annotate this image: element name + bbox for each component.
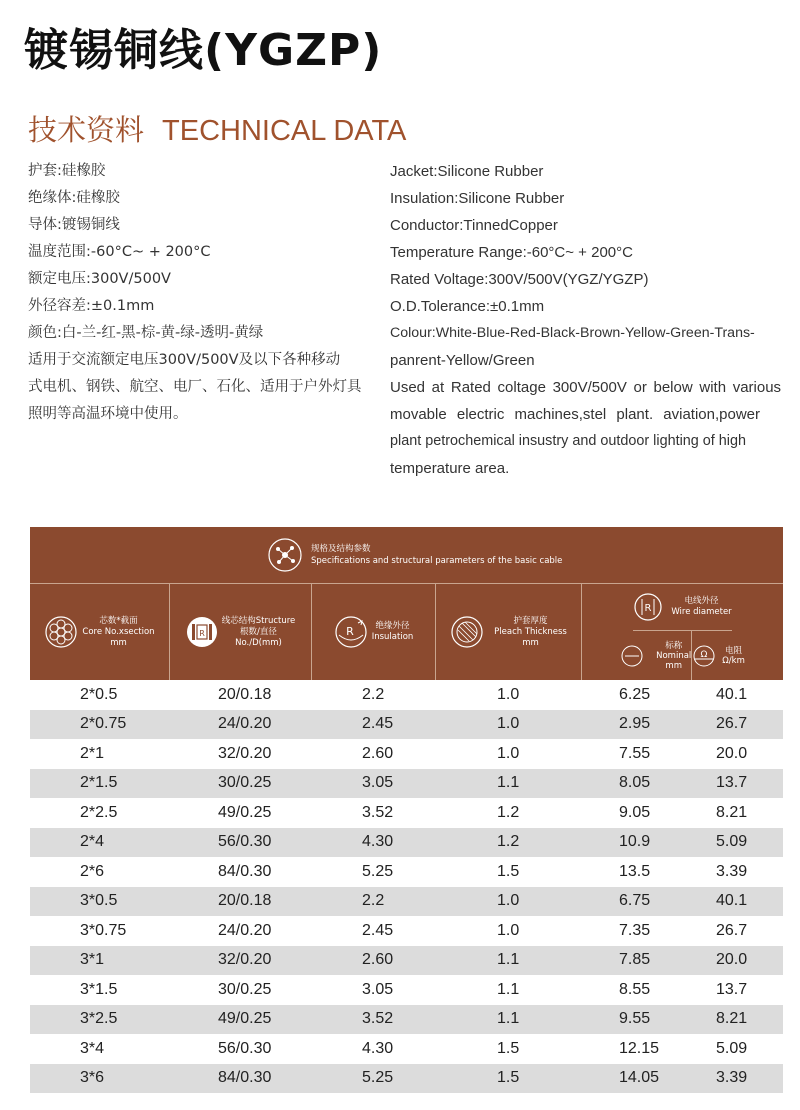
cell-nominal-diameter: 9.05 bbox=[619, 803, 651, 821]
spec-line: 颜色:白-兰-红-黑-棕-黄-绿-透明-黄绿 bbox=[28, 325, 264, 341]
cell-sheath: 1.5 bbox=[497, 1039, 520, 1057]
cell-sheath: 1.1 bbox=[497, 980, 520, 998]
table-header bbox=[30, 583, 783, 680]
banner-title-en: Specifications and structural parameters of the basic cable bbox=[311, 556, 563, 566]
cell-nominal-diameter: 2.95 bbox=[619, 715, 651, 733]
header-insulation-en: Insulation bbox=[371, 632, 414, 642]
cell-structure: 56/0.30 bbox=[218, 833, 272, 851]
cell-core-section: 3*2.5 bbox=[80, 1010, 118, 1028]
cell-core-section: 2*2.5 bbox=[80, 803, 118, 821]
header-structure-unit: No./D(mm) bbox=[235, 637, 282, 648]
section-title-en: TECHNICAL DATA bbox=[162, 115, 407, 147]
header-wire-diameter-top bbox=[633, 584, 731, 631]
header-wire-cn: 电线外径 bbox=[684, 596, 719, 606]
cell-structure: 20/0.18 bbox=[218, 892, 272, 910]
svg-text:Ω: Ω bbox=[700, 649, 708, 660]
cell-resistance: 5.09 bbox=[716, 1039, 748, 1057]
svg-text:R: R bbox=[644, 603, 652, 614]
header-resistance-unit: Ω/km bbox=[722, 655, 745, 666]
table-row bbox=[30, 975, 783, 1005]
spec-line: Rated Voltage:300V/500V(YGZ/YGZP) bbox=[390, 271, 649, 288]
cell-insulation: 2.45 bbox=[362, 921, 394, 939]
header-structure-cn: 线芯结构Structure bbox=[221, 615, 296, 626]
header-nominal-en: Nominal bbox=[656, 650, 692, 661]
spec-line: Colour:White-Blue-Red-Black-Brown-Yellow-Green-Trans- bbox=[390, 325, 755, 341]
cable-cross-section-icon bbox=[44, 615, 78, 649]
sheath-thickness-icon bbox=[450, 615, 484, 649]
cell-sheath: 1.5 bbox=[497, 862, 520, 880]
cell-core-section: 2*0.75 bbox=[80, 715, 127, 733]
cell-core-section: 3*1 bbox=[80, 951, 105, 969]
cell-insulation: 2.2 bbox=[362, 685, 385, 703]
table-row bbox=[30, 798, 783, 828]
cell-resistance: 8.21 bbox=[716, 803, 748, 821]
cell-insulation: 2.45 bbox=[362, 715, 394, 733]
header-sheath bbox=[436, 584, 582, 680]
cell-core-section: 2*0.5 bbox=[80, 685, 118, 703]
cell-sheath: 1.0 bbox=[497, 892, 520, 910]
wire-diameter-icon bbox=[633, 592, 663, 622]
spec-text-chinese bbox=[28, 158, 362, 428]
cell-insulation: 5.25 bbox=[362, 862, 394, 880]
cell-nominal-diameter: 13.5 bbox=[619, 862, 651, 880]
spec-line: 绝缘体:硅橡胶 bbox=[28, 190, 120, 206]
cell-resistance: 26.7 bbox=[716, 921, 748, 939]
cell-insulation: 2.60 bbox=[362, 951, 394, 969]
cell-nominal-diameter: 9.55 bbox=[619, 1010, 651, 1028]
cell-structure: 49/0.25 bbox=[218, 1010, 272, 1028]
cell-sheath: 1.1 bbox=[497, 774, 520, 792]
spec-line: movable electric machines,stel plant. aviation,power bbox=[390, 406, 761, 423]
spec-text-english bbox=[390, 158, 783, 482]
table-row bbox=[30, 1064, 783, 1094]
spec-line: 护套:硅橡胶 bbox=[28, 163, 106, 179]
spec-line: O.D.Tolerance:±0.1mm bbox=[390, 298, 545, 315]
header-nominal bbox=[620, 631, 692, 680]
header-core bbox=[30, 584, 170, 680]
spec-line: temperature area. bbox=[390, 460, 510, 477]
spec-line: 额定电压:300V/500V bbox=[28, 271, 171, 287]
cell-resistance: 3.39 bbox=[716, 862, 748, 880]
spec-line: plant petrochemical insustry and outdoor lighting of high bbox=[390, 433, 746, 449]
table-row bbox=[30, 916, 783, 946]
cell-nominal-diameter: 6.75 bbox=[619, 892, 651, 910]
cell-core-section: 3*1.5 bbox=[80, 980, 118, 998]
cell-insulation: 3.52 bbox=[362, 1010, 394, 1028]
spec-line: panrent-Yellow/Green bbox=[390, 352, 535, 369]
table-row bbox=[30, 710, 783, 740]
header-sheath-unit: mm bbox=[522, 637, 539, 648]
spec-line: 照明等高温环境中使用。 bbox=[28, 406, 188, 422]
cell-sheath: 1.0 bbox=[497, 921, 520, 939]
cell-sheath: 1.0 bbox=[497, 715, 520, 733]
header-nominal-cn: 标称 bbox=[665, 640, 683, 651]
spec-line: Conductor:TinnedCopper bbox=[390, 217, 558, 234]
table-banner bbox=[30, 527, 783, 583]
header-core-cn: 芯数*截面 bbox=[99, 615, 138, 626]
cell-insulation: 3.05 bbox=[362, 774, 394, 792]
header-core-unit: mm bbox=[110, 637, 127, 648]
table-row bbox=[30, 857, 783, 887]
cell-resistance: 13.7 bbox=[716, 980, 748, 998]
spec-line: Insulation:Silicone Rubber bbox=[390, 190, 565, 207]
table-row bbox=[30, 680, 783, 710]
cell-core-section: 2*6 bbox=[80, 862, 105, 880]
spec-line: 适用于交流额定电压300V/500V及以下各种移动 bbox=[28, 352, 341, 368]
section-title-cn: 技术资料 bbox=[28, 113, 145, 147]
resistance-icon bbox=[692, 644, 716, 668]
cell-core-section: 2*1 bbox=[80, 744, 105, 762]
cell-resistance: 40.1 bbox=[716, 892, 748, 910]
cell-sheath: 1.5 bbox=[497, 1069, 520, 1087]
cell-core-section: 3*4 bbox=[80, 1039, 105, 1057]
header-structure-cn2: 根数/直径 bbox=[240, 626, 277, 637]
cell-nominal-diameter: 7.55 bbox=[619, 744, 651, 762]
cell-sheath: 1.0 bbox=[497, 685, 520, 703]
spec-line: 导体:镀锡铜线 bbox=[28, 217, 120, 233]
cell-nominal-diameter: 8.05 bbox=[619, 774, 651, 792]
cell-insulation: 2.2 bbox=[362, 892, 385, 910]
cell-sheath: 1.2 bbox=[497, 833, 520, 851]
spec-line: 温度范围:-60°C~ + 200°C bbox=[28, 244, 211, 260]
header-core-en: Core No.xsection bbox=[82, 626, 155, 637]
cell-nominal-diameter: 7.85 bbox=[619, 951, 651, 969]
cell-nominal-diameter: 7.35 bbox=[619, 921, 651, 939]
spec-line: Temperature Range:-60°C~ + 200°C bbox=[390, 244, 633, 261]
spec-line: 外径容差:±0.1mm bbox=[28, 298, 155, 314]
cell-resistance: 3.39 bbox=[716, 1069, 748, 1087]
header-insulation-cn: 绝缘外径 bbox=[375, 621, 410, 631]
cell-sheath: 1.1 bbox=[497, 1010, 520, 1028]
cell-structure: 30/0.25 bbox=[218, 980, 272, 998]
cell-insulation: 4.30 bbox=[362, 1039, 394, 1057]
table-row bbox=[30, 769, 783, 799]
table-row bbox=[30, 739, 783, 769]
table-row bbox=[30, 828, 783, 858]
cell-insulation: 3.05 bbox=[362, 980, 394, 998]
header-resistance-cn: 电阻 bbox=[725, 645, 743, 656]
header-insulation bbox=[312, 584, 436, 680]
table-row bbox=[30, 946, 783, 976]
section-title bbox=[28, 108, 406, 149]
cell-nominal-diameter: 10.9 bbox=[619, 833, 651, 851]
page-title: 镀锡铜线(YGZP) bbox=[24, 25, 383, 76]
cell-resistance: 26.7 bbox=[716, 715, 748, 733]
cell-insulation: 5.25 bbox=[362, 1069, 394, 1087]
insulation-diameter-icon bbox=[334, 615, 368, 649]
cell-nominal-diameter: 8.55 bbox=[619, 980, 651, 998]
header-wire-sub bbox=[620, 631, 745, 680]
header-structure bbox=[170, 584, 312, 680]
cell-structure: 49/0.25 bbox=[218, 803, 272, 821]
cell-structure: 84/0.30 bbox=[218, 862, 272, 880]
spec-line: Used at Rated coltage 300V/500V or below with various bbox=[390, 379, 782, 396]
cell-resistance: 13.7 bbox=[716, 774, 748, 792]
cell-sheath: 1.0 bbox=[497, 744, 520, 762]
cell-structure: 30/0.25 bbox=[218, 774, 272, 792]
cell-resistance: 40.1 bbox=[716, 685, 748, 703]
table-row bbox=[30, 887, 783, 917]
table-row bbox=[30, 1005, 783, 1035]
table-row bbox=[30, 1034, 783, 1064]
cell-insulation: 4.30 bbox=[362, 833, 394, 851]
spec-line: Jacket:Silicone Rubber bbox=[390, 163, 544, 180]
spec-line: 式电机、钢铁、航空、电厂、石化、适用于户外灯具 bbox=[28, 379, 362, 395]
cell-resistance: 20.0 bbox=[716, 951, 748, 969]
svg-text:R: R bbox=[345, 625, 354, 638]
cell-core-section: 2*1.5 bbox=[80, 774, 118, 792]
header-resistance bbox=[692, 631, 745, 680]
cell-resistance: 5.09 bbox=[716, 833, 748, 851]
spec-parameters-icon bbox=[267, 537, 303, 573]
header-sheath-en: Pleach Thickness bbox=[494, 626, 567, 637]
header-sheath-cn: 护套厚度 bbox=[513, 615, 548, 626]
cell-core-section: 3*6 bbox=[80, 1069, 105, 1087]
banner-title-cn: 规格及结构参数 bbox=[311, 544, 371, 554]
cell-structure: 32/0.20 bbox=[218, 951, 272, 969]
spec-table bbox=[30, 527, 783, 1093]
cell-structure: 84/0.30 bbox=[218, 1069, 272, 1087]
nominal-diameter-icon bbox=[620, 644, 644, 668]
cell-nominal-diameter: 6.25 bbox=[619, 685, 651, 703]
cell-core-section: 2*4 bbox=[80, 833, 105, 851]
cell-structure: 24/0.20 bbox=[218, 715, 272, 733]
cell-resistance: 8.21 bbox=[716, 1010, 748, 1028]
header-nominal-unit: mm bbox=[665, 660, 682, 671]
cell-sheath: 1.2 bbox=[497, 803, 520, 821]
header-wire-diameter bbox=[582, 584, 783, 680]
cell-sheath: 1.1 bbox=[497, 951, 520, 969]
svg-text:R: R bbox=[198, 629, 205, 638]
cell-insulation: 3.52 bbox=[362, 803, 394, 821]
cell-resistance: 20.0 bbox=[716, 744, 748, 762]
cell-structure: 24/0.20 bbox=[218, 921, 272, 939]
cell-core-section: 3*0.5 bbox=[80, 892, 118, 910]
table-body bbox=[30, 680, 783, 1093]
cell-structure: 20/0.18 bbox=[218, 685, 272, 703]
cell-nominal-diameter: 12.15 bbox=[619, 1039, 660, 1057]
cell-nominal-diameter: 14.05 bbox=[619, 1069, 660, 1087]
cell-core-section: 3*0.75 bbox=[80, 921, 127, 939]
cell-structure: 56/0.30 bbox=[218, 1039, 272, 1057]
conductor-structure-icon bbox=[186, 616, 218, 648]
header-wire-en: Wire diameter bbox=[671, 607, 732, 617]
cell-insulation: 2.60 bbox=[362, 744, 394, 762]
cell-structure: 32/0.20 bbox=[218, 744, 272, 762]
